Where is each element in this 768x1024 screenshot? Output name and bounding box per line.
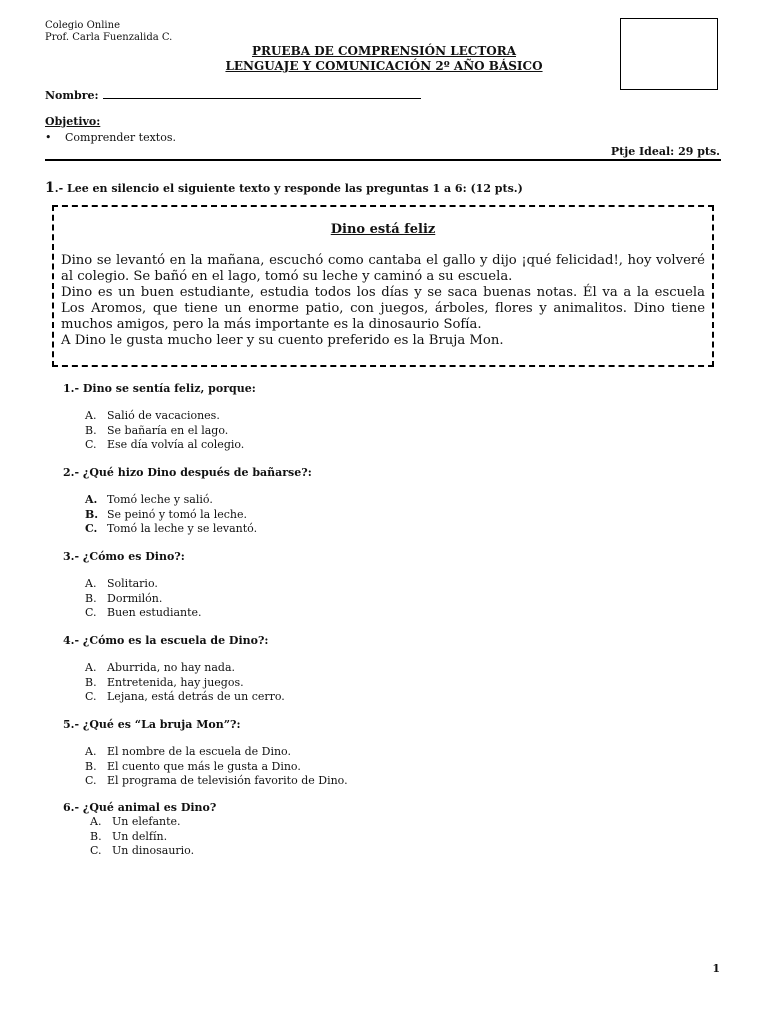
option-text: Ese día volvía al colegio.: [107, 438, 245, 451]
option-letter: A.: [85, 577, 97, 590]
option-text: Buen estudiante.: [107, 606, 202, 619]
option-text: Un delfín.: [112, 829, 168, 843]
question-4-options: [85, 661, 285, 705]
reading-paragraph: Dino se levantó en la mañana, escuchó como cantaba el gallo y dijo ¡qué felicidad!, hoy volveré al colegio. Se bañó en el lago, tomó su leche y caminó a su escuela.: [61, 253, 705, 284]
name-blank-line[interactable]: [103, 88, 421, 99]
ideal-score: Ptje Ideal: 29 pts.: [610, 145, 720, 158]
instruction: [45, 180, 523, 196]
option[interactable]: [90, 830, 194, 845]
student-name-row: [45, 88, 421, 102]
option-letter: A.: [85, 661, 97, 674]
divider: [45, 159, 721, 161]
reading-paragraph: A Dino le gusta mucho leer y su cuento preferido es la Bruja Mon.: [61, 333, 504, 348]
option[interactable]: [85, 690, 285, 705]
option-text: Tomó leche y salió.: [107, 493, 213, 506]
question-1-options: [85, 409, 244, 453]
name-label: Nombre:: [45, 89, 99, 102]
option-letter: B.: [85, 507, 99, 521]
option-text: Dormilón.: [107, 591, 163, 605]
option-text: Tomó la leche y se levantó.: [107, 522, 258, 535]
question-2-options: [85, 493, 257, 537]
option-text: Se bañaría en el lago.: [107, 423, 229, 437]
option-letter: C.: [85, 774, 97, 787]
option-text: Salió de vacaciones.: [107, 409, 220, 422]
option[interactable]: [85, 774, 348, 789]
instruction-text: .- Lee en silencio el siguiente texto y responde las preguntas 1 a 6: (12 pts.): [54, 182, 523, 195]
option[interactable]: [85, 661, 285, 676]
option[interactable]: [90, 844, 194, 859]
option-text: Aburrida, no hay nada.: [107, 661, 235, 674]
option-letter: B.: [85, 423, 97, 437]
option-text: Solitario.: [107, 577, 158, 590]
option[interactable]: [85, 745, 348, 760]
option[interactable]: [85, 676, 285, 691]
question-5-options: [85, 745, 348, 789]
option-letter: C.: [85, 606, 97, 619]
question-5: 5.- ¿Qué es “La bruja Mon”?:: [63, 718, 241, 731]
option-letter: B.: [90, 829, 102, 843]
option[interactable]: [85, 424, 244, 439]
school-name: Colegio Online: [45, 20, 120, 31]
option-letter: B.: [85, 675, 97, 689]
option-letter: C.: [85, 690, 97, 703]
option[interactable]: [85, 577, 202, 592]
reading-title: Dino está feliz: [330, 222, 436, 237]
reading-passage: [61, 253, 705, 349]
option-letter: A.: [85, 493, 98, 506]
option-text: El programa de televisión favorito de Dino.: [107, 774, 348, 787]
option-letter: C.: [90, 844, 102, 857]
school-header: [45, 20, 172, 44]
option-letter: B.: [85, 591, 97, 605]
question-6-options: [90, 815, 194, 859]
option[interactable]: [85, 522, 257, 537]
option-letter: B.: [85, 759, 97, 773]
page-number: 1: [712, 962, 720, 975]
option-text: El nombre de la escuela de Dino.: [107, 745, 291, 758]
objective-label: Objetivo:: [45, 115, 101, 128]
objective-text: Comprender textos.: [65, 131, 176, 144]
bullet-icon: •: [45, 131, 52, 144]
option-text: Un elefante.: [112, 815, 181, 828]
option[interactable]: [85, 592, 202, 607]
instruction-number: 1: [45, 180, 55, 196]
option[interactable]: [85, 508, 257, 523]
option-text: Se peinó y tomó la leche.: [107, 507, 247, 521]
option-letter: A.: [85, 409, 97, 422]
teacher-name: Prof. Carla Fuenzalida C.: [45, 32, 173, 43]
option-text: Un dinosaurio.: [112, 844, 195, 857]
option[interactable]: [85, 493, 257, 508]
option-letter: A.: [85, 745, 97, 758]
reading-paragraph: Dino es un buen estudiante, estudia todos los días y se saca buenas notas. Él va a la escuela Los Aromos, que tiene un enorme patio, con juegos, árboles, flores y animalitos. Dino tiene muchos amigos, pero la más importante es la dinosaurio Sofía.: [61, 285, 705, 332]
option-text: Entretenida, hay juegos.: [107, 675, 244, 689]
objective-item: [45, 131, 176, 144]
option-text: El cuento que más le gusta a Dino.: [107, 759, 301, 773]
option[interactable]: [85, 438, 244, 453]
option-letter: C.: [85, 522, 98, 535]
question-6: 6.- ¿Qué animal es Dino?: [63, 801, 217, 814]
option[interactable]: [85, 606, 202, 621]
option[interactable]: [85, 409, 244, 424]
option-letter: A.: [90, 815, 102, 828]
option-text: Lejana, está detrás de un cerro.: [107, 690, 285, 703]
option-letter: C.: [85, 438, 97, 451]
question-3-options: [85, 577, 202, 621]
question-4: 4.- ¿Cómo es la escuela de Dino?:: [63, 634, 269, 647]
option[interactable]: [85, 760, 348, 775]
question-1: 1.- Dino se sentía feliz, porque:: [63, 382, 256, 395]
test-title: PRUEBA DE COMPRENSIÓN LECTORA: [251, 44, 517, 58]
question-2: 2.- ¿Qué hizo Dino después de bañarse?:: [63, 466, 312, 479]
option[interactable]: [90, 815, 194, 830]
test-subtitle: LENGUAJE Y COMUNICACIÓN 2º AÑO BÁSICO: [225, 59, 543, 73]
question-3: 3.- ¿Cómo es Dino?:: [63, 550, 185, 563]
